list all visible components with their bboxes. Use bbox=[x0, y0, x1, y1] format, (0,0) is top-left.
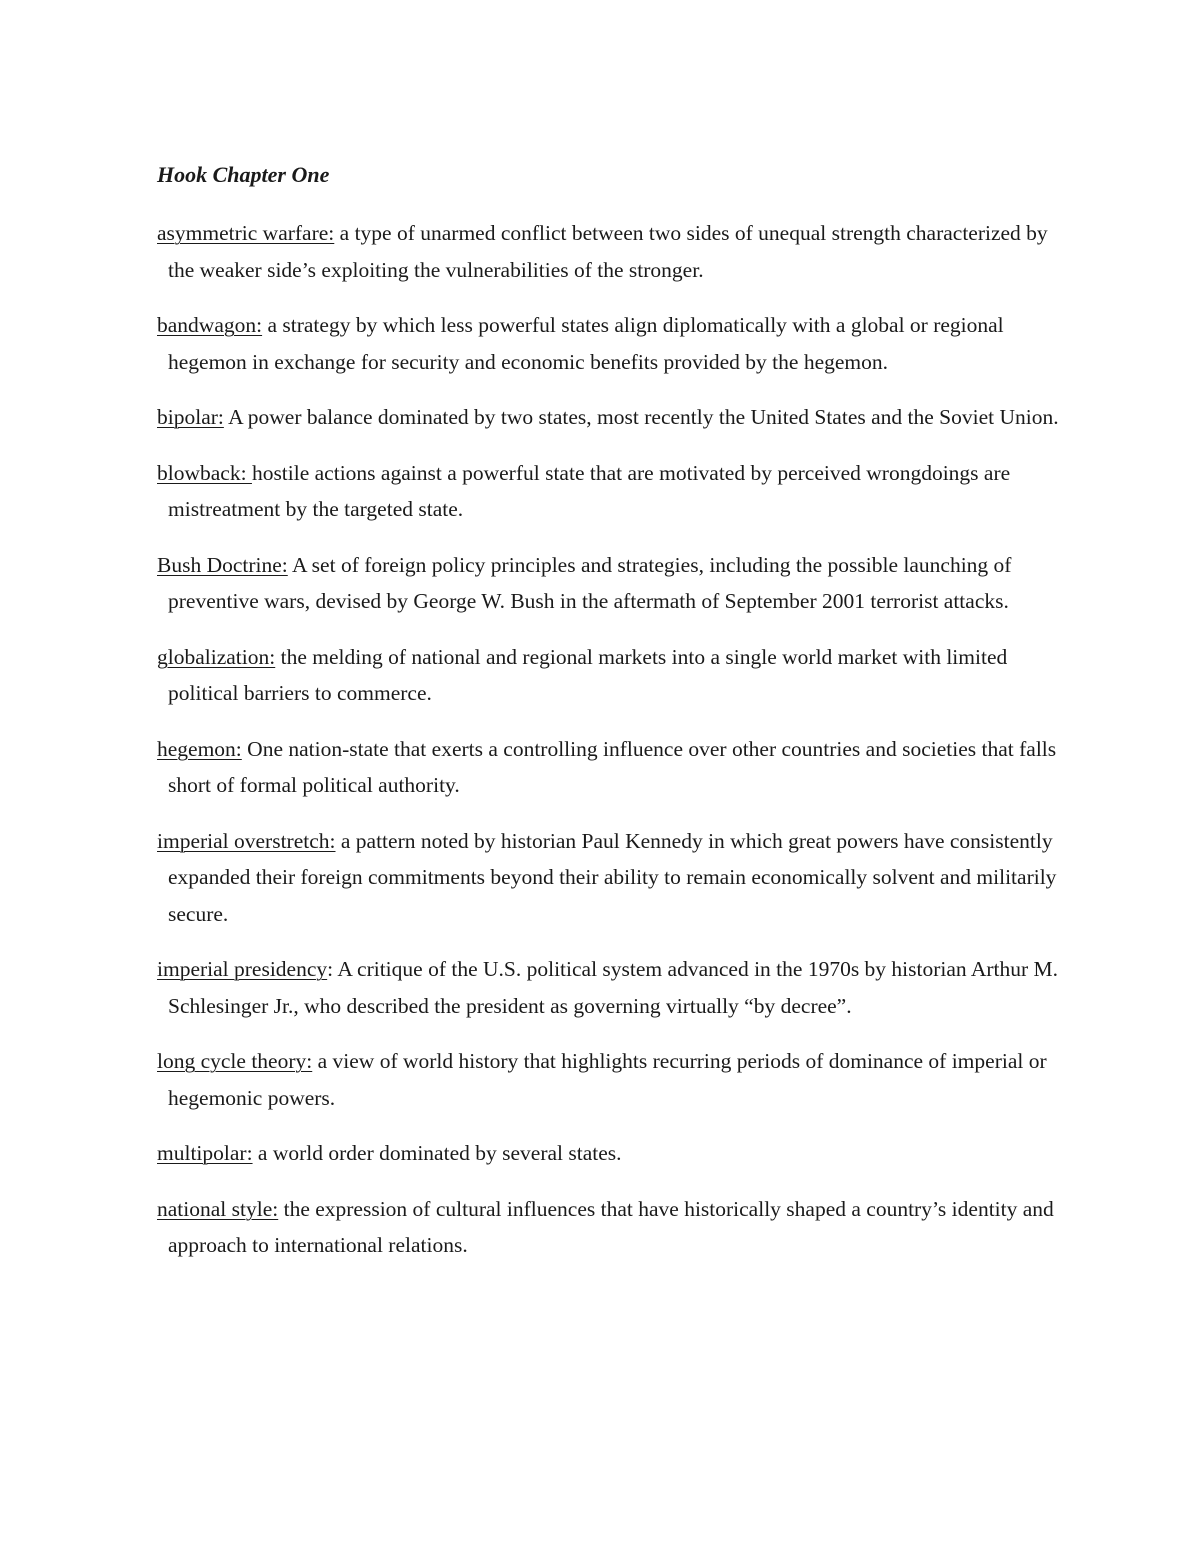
glossary-term: globalization: bbox=[157, 644, 276, 669]
page-title: Hook Chapter One bbox=[157, 162, 330, 187]
glossary-term: Bush Doctrine: bbox=[157, 552, 288, 577]
glossary-definition: a strategy by which less powerful states align diplomatically with a global or regional hegemon in exchange for security and economic benefits provided by the hegemon. bbox=[168, 313, 1004, 374]
glossary-term: long cycle theory: bbox=[157, 1049, 313, 1073]
glossary-definition: a world order dominated by several states. bbox=[252, 1141, 622, 1165]
glossary-definition: the melding of national and regional markets into a single world market with limited political barriers to commerce. bbox=[168, 644, 1008, 705]
glossary-definition: a type of unarmed conflict between two sides of unequal strength characterized by the weaker side’s exploiting the vulnerabilities of the stronger. bbox=[168, 221, 1048, 282]
glossary-term: multipolar: bbox=[157, 1141, 253, 1165]
glossary-definition: One nation-state that exerts a controlling influence over other countries and societies that falls short of formal political authority. bbox=[168, 736, 1057, 797]
glossary-definition: a view of world history that highlights recurring periods of dominance of imperial or hegemonic powers. bbox=[168, 1049, 1047, 1110]
glossary-definition: hostile actions against a powerful state that are motivated by perceived wrongdoings are mistreatment by the targeted state. bbox=[168, 460, 1011, 521]
glossary-definition: the expression of cultural influences that have historically shaped a country’s identity and approach to international relations. bbox=[168, 1196, 1054, 1257]
glossary-definition: a pattern noted by historian Paul Kennedy in which great powers have consistently expanded their foreign commitments beyond their ability to remain economically solvent and militarily secure. bbox=[168, 828, 1057, 926]
glossary-term: asymmetric warfare: bbox=[157, 221, 335, 245]
glossary-entry-blowback bbox=[157, 455, 1067, 528]
glossary-entry-bandwagon bbox=[157, 307, 1067, 380]
glossary-list bbox=[157, 215, 1067, 1283]
glossary-entry-imperial-overstretch bbox=[157, 823, 1067, 933]
glossary-definition: : A critique of the U.S. political system advanced in the 1970s by historian Arthur M. Schlesinger Jr., who described the president as governing virtually “by decree”. bbox=[168, 957, 1059, 1018]
glossary-term: blowback: bbox=[157, 460, 252, 485]
glossary-definition: A set of foreign policy principles and strategies, including the possible launching of preventive wars, devised by George W. Bush in the aftermath of September 2001 terrorist attacks. bbox=[168, 552, 1012, 613]
glossary-entry-asymmetric-warfare bbox=[157, 215, 1067, 288]
glossary-entry-national-style bbox=[157, 1191, 1067, 1264]
glossary-entry-long-cycle-theory bbox=[157, 1043, 1067, 1116]
glossary-term: imperial presidency bbox=[157, 957, 328, 981]
glossary-entry-imperial-presidency bbox=[157, 951, 1067, 1024]
glossary-entry-multipolar bbox=[157, 1135, 1067, 1172]
glossary-term: bipolar: bbox=[157, 405, 224, 429]
glossary-term: hegemon: bbox=[157, 736, 242, 761]
glossary-entry-bipolar bbox=[157, 399, 1067, 436]
glossary-term: bandwagon: bbox=[157, 313, 263, 337]
glossary-entry-globalization bbox=[157, 639, 1067, 712]
glossary-term: imperial overstretch: bbox=[157, 828, 336, 853]
glossary-entry-hegemon bbox=[157, 731, 1067, 804]
glossary-term: national style: bbox=[157, 1196, 279, 1221]
glossary-definition: A power balance dominated by two states, most recently the United States and the Soviet Union. bbox=[223, 405, 1059, 429]
glossary-entry-bush-doctrine bbox=[157, 547, 1067, 620]
